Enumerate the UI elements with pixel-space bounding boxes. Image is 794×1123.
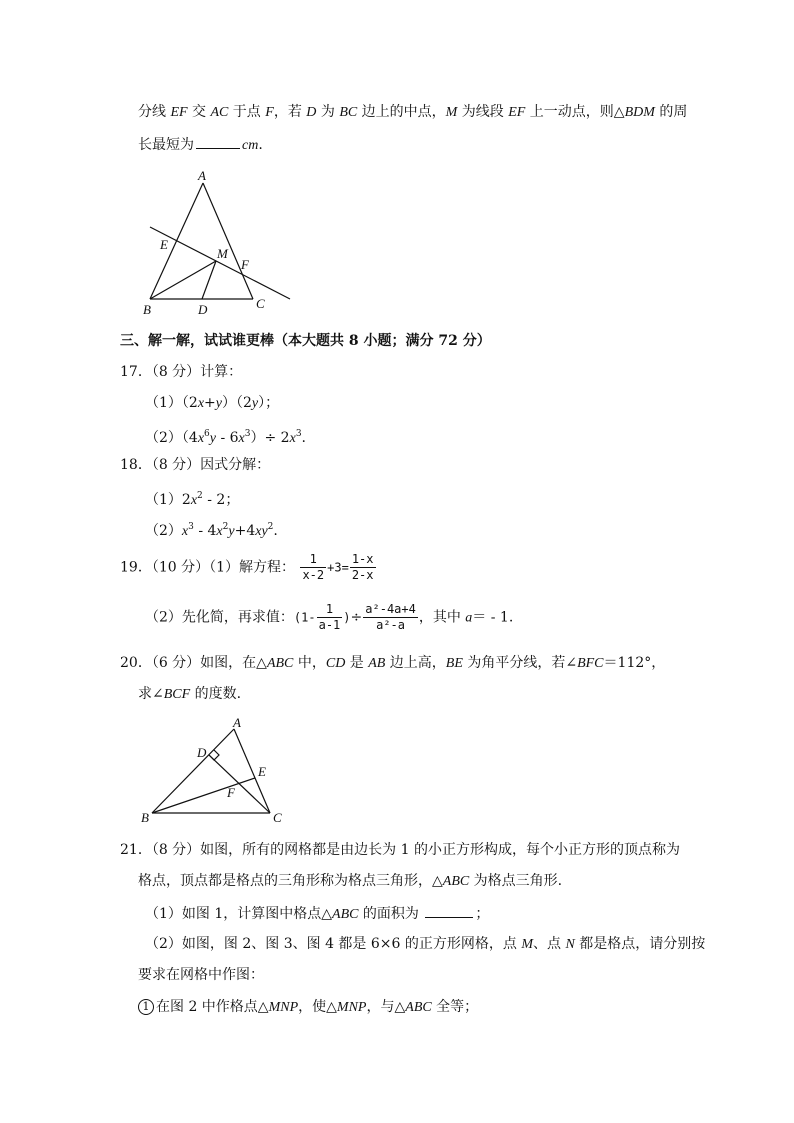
var: D <box>306 105 317 120</box>
exponent: 2 <box>267 522 274 532</box>
text: ＝ - 1. <box>472 609 514 626</box>
label-e: E <box>160 237 168 252</box>
var: BCF <box>163 687 191 702</box>
var: y <box>251 396 259 411</box>
text: 是 <box>345 655 369 671</box>
text: - 6 <box>216 430 239 446</box>
var: M <box>445 105 458 120</box>
exponent: 2 <box>197 491 203 501</box>
q18-head: 18．（8 分）因式分解： <box>120 457 271 473</box>
text: 在图 2 中作格点△ <box>156 999 269 1015</box>
var: BE <box>445 656 463 671</box>
q21-line-5: 要求在网格中作图： <box>138 967 264 983</box>
denominator: a-1 <box>318 618 341 632</box>
text: 20．（6 分）如图，在△ <box>120 655 267 671</box>
text: ）（2 <box>222 395 252 411</box>
label-c: C <box>256 296 265 311</box>
text: 长最短为 <box>138 137 194 153</box>
text: 于点 <box>228 104 266 120</box>
var: y <box>228 524 235 539</box>
denominator: 2-x <box>351 568 374 582</box>
var: x <box>255 524 262 539</box>
text: - 4 <box>193 523 217 539</box>
q17-part-1 <box>145 393 279 414</box>
q21-line-4 <box>145 934 705 955</box>
text: + <box>204 395 216 411</box>
var: ABC <box>405 1000 432 1015</box>
var: y <box>261 524 268 539</box>
text: 求∠ <box>138 686 164 702</box>
text: 为线段 <box>457 104 509 120</box>
q18-part-2 <box>145 517 278 542</box>
text: +4 <box>234 523 256 539</box>
exponent: 3 <box>188 522 194 532</box>
text: （2）如图，图 2、图 3、图 4 都是 6×6 的正方形网格，点 <box>145 936 522 952</box>
segment-ab <box>152 729 234 813</box>
text: 的面积为 <box>358 906 424 922</box>
text: 格点，顶点都是格点的三角形称为格点三角形，△ <box>138 873 443 889</box>
var: y <box>209 431 216 446</box>
numerator: a²-4a+4 <box>365 602 416 616</box>
q21-line-2 <box>138 871 562 892</box>
denominator: x-2 <box>302 568 325 582</box>
text: 、点 <box>533 936 566 952</box>
var: x <box>181 524 189 539</box>
text: 都是格点，请分别按 <box>574 936 706 952</box>
label-d: D <box>197 745 207 760</box>
text: 分线 <box>138 104 171 120</box>
var: y <box>215 396 222 411</box>
label-m: M <box>217 246 228 261</box>
circled-number: 1 <box>138 999 154 1015</box>
text: (1- <box>293 610 316 625</box>
text: ）； <box>258 395 280 411</box>
var: BC <box>339 105 358 120</box>
label-f: F <box>241 257 249 272</box>
answer-blank[interactable] <box>196 134 240 149</box>
q21-line-3 <box>145 903 489 925</box>
text: ； <box>475 906 490 922</box>
text: - 2； <box>202 492 240 508</box>
fraction <box>363 602 418 633</box>
text: . <box>301 430 306 446</box>
text: 的度数. <box>190 686 242 702</box>
fraction <box>317 602 343 633</box>
var: BDM <box>624 105 655 120</box>
exponent: 3 <box>295 429 302 439</box>
q21-line-1: 21．（8 分）如图，所有的网格都是由边长为 1 的小正方形构成，每个小正方形的顶点称为 <box>120 842 680 858</box>
text: 为 <box>316 104 340 120</box>
answer-blank[interactable] <box>425 903 473 918</box>
var: a <box>465 610 473 626</box>
exponent: 6 <box>204 429 210 439</box>
section-title: 三、解一解，试试谁更棒（本大题共 8 小题；满分 72 分） <box>120 333 491 349</box>
text: （2） <box>145 523 182 539</box>
numerator: 1-x <box>351 552 374 566</box>
text: +3= <box>327 560 349 575</box>
figure-triangle-2 <box>138 715 298 830</box>
var: ABC <box>266 656 294 671</box>
denominator: a²-a <box>376 618 405 632</box>
label-e: E <box>258 764 266 779</box>
q19-part-1 <box>120 552 377 583</box>
text: 中， <box>293 655 326 671</box>
text: . <box>258 137 263 153</box>
label-b: B <box>143 302 151 317</box>
label-c: C <box>273 810 282 825</box>
q17-head: 17．（8 分）计算： <box>120 364 243 380</box>
figure-triangle-1 <box>140 165 300 320</box>
text: 边上的中点， <box>357 104 446 120</box>
var: M <box>521 937 533 952</box>
text: ) <box>343 610 351 625</box>
fraction <box>300 552 326 583</box>
label-a: A <box>198 168 206 183</box>
var: MNP <box>336 1000 367 1015</box>
text: 的周 <box>654 104 688 120</box>
text: （1）（2 <box>145 395 198 411</box>
segment-be <box>152 778 255 813</box>
q16-line-2 <box>138 134 263 156</box>
q18-part-1 <box>145 486 239 511</box>
text: ，若 <box>273 104 307 120</box>
segment-bm <box>150 261 216 299</box>
numerator: 1 <box>317 602 343 618</box>
segment-dm <box>202 261 216 299</box>
text: 交 <box>187 104 211 120</box>
var: x <box>289 431 296 446</box>
text: ，使△ <box>298 999 337 1015</box>
label-b: B <box>141 810 149 825</box>
var: MNP <box>268 1000 299 1015</box>
var: x <box>197 431 205 446</box>
var: CD <box>325 656 346 671</box>
text: ，与△ <box>366 999 406 1015</box>
text: 边上高， <box>385 655 446 671</box>
text: ＝112°， <box>603 655 666 671</box>
text: ，其中 <box>418 609 466 626</box>
numerator: 1 <box>300 552 326 568</box>
q16-line-1 <box>138 102 687 123</box>
exponent: 2 <box>222 522 229 532</box>
text: （2）先化简，再求值： <box>145 609 294 626</box>
right-angle-mark <box>209 750 219 760</box>
var: AB <box>368 656 386 671</box>
text: 为格点三角形. <box>469 873 563 889</box>
text: 上一动点，则△ <box>525 104 625 120</box>
var: F <box>265 105 274 120</box>
var: x <box>190 493 198 508</box>
var: EF <box>508 105 526 120</box>
q19-part-2 <box>145 602 513 633</box>
var: AC <box>210 105 229 120</box>
q20-line-2 <box>138 684 241 705</box>
unit: cm <box>242 138 259 153</box>
text: 全等； <box>431 999 479 1015</box>
exponent: 3 <box>244 429 251 439</box>
var: ABC <box>332 907 359 922</box>
text: （2）（4 <box>145 430 198 446</box>
segment-ac <box>203 183 253 299</box>
var: x <box>238 431 245 446</box>
label-f: F <box>227 785 235 800</box>
var: x <box>197 396 205 411</box>
text: . <box>273 523 278 539</box>
q17-part-2 <box>145 424 306 449</box>
q21-line-6 <box>138 997 478 1018</box>
text: （1）如图 1，计算图中格点△ <box>145 906 333 922</box>
label-a: A <box>233 715 241 730</box>
var: BFC <box>577 656 604 671</box>
var: ABC <box>442 874 470 889</box>
label-d: D <box>198 302 208 317</box>
text: 19．（10 分）（1）解方程： <box>120 559 295 576</box>
text: ）÷ 2 <box>250 430 290 446</box>
text: ÷ <box>350 609 363 626</box>
text: （1）2 <box>145 492 191 508</box>
line-ef <box>150 227 290 299</box>
q20-line-1 <box>120 653 665 674</box>
var: N <box>565 937 575 952</box>
var: EF <box>170 105 188 120</box>
var: x <box>216 524 223 539</box>
text: 为角平分线，若∠ <box>462 655 578 671</box>
fraction <box>350 552 376 583</box>
